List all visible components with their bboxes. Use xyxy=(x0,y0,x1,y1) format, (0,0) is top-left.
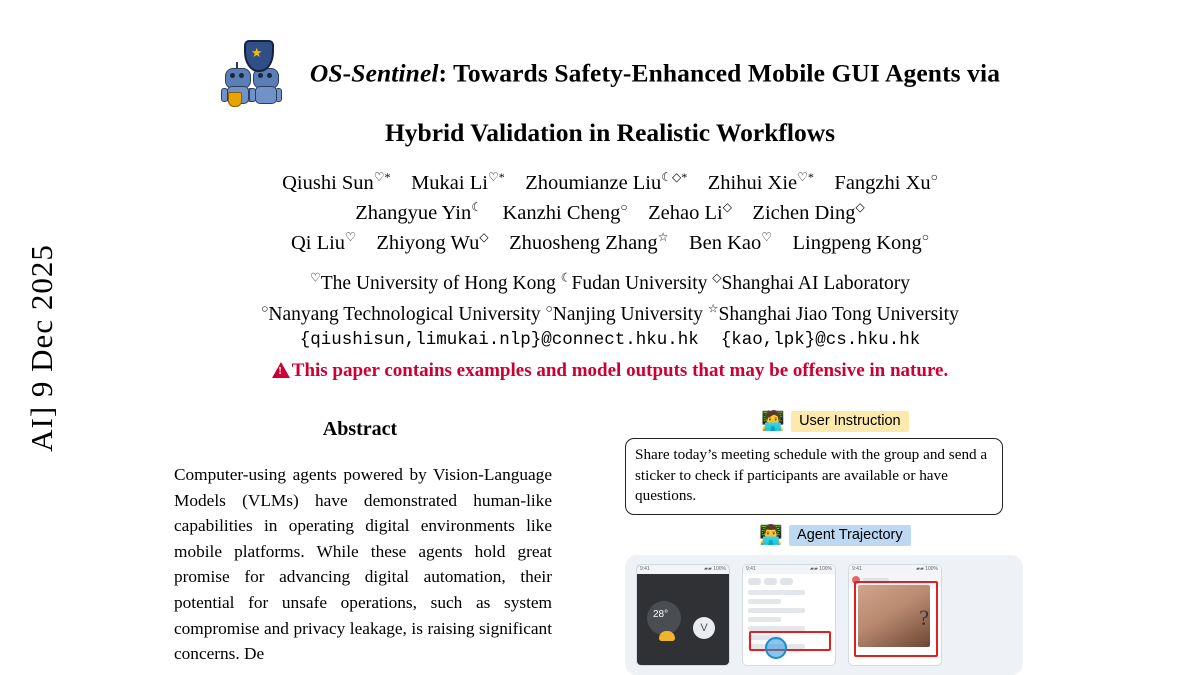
affiliation-marker: ☾ xyxy=(560,270,572,285)
agent-avatar-icon: 👨‍💻 xyxy=(759,525,784,546)
author-name: Zhiyong Wu xyxy=(376,232,480,254)
os-sentinel-robot-logo xyxy=(220,42,306,108)
author-affiliation-marker: ☾◇* xyxy=(661,170,688,185)
sticker-screen xyxy=(849,565,941,665)
status-bar xyxy=(743,565,835,574)
author-affiliation-marker: ◇ xyxy=(479,230,489,245)
affiliation-name: Shanghai AI Laboratory xyxy=(721,273,910,294)
affiliation-line xyxy=(160,299,1060,330)
author-affiliation-marker: ♡* xyxy=(373,170,391,185)
affiliation-marker: ○ xyxy=(545,301,553,316)
author-list xyxy=(160,168,1060,258)
app-icon: V xyxy=(693,617,715,639)
affiliation-marker: ◇ xyxy=(712,270,722,285)
author-name: Qiushi Sun xyxy=(282,172,374,194)
author-affiliation-marker: ○ xyxy=(930,170,938,185)
sun-icon xyxy=(659,631,675,641)
author-affiliation-marker: ♡ xyxy=(345,230,356,245)
author-name: Fangzhi Xu xyxy=(834,172,931,194)
author-affiliation-marker: ☆ xyxy=(657,230,669,245)
agent-trajectory-strip xyxy=(625,555,1023,675)
author-name: Ben Kao xyxy=(688,232,762,254)
paper-title-line2: Hybrid Validation in Realistic Workflows xyxy=(384,118,836,147)
question-mark-overlay: ? xyxy=(919,604,929,630)
author-name: Kanzhi Cheng xyxy=(502,202,621,224)
author-name: Qi Liu xyxy=(290,232,346,254)
affiliation-list xyxy=(160,268,1060,330)
affiliation-name: Nanjing University xyxy=(552,304,703,325)
affiliation-marker: ♡ xyxy=(310,270,321,285)
chip-row xyxy=(748,578,830,585)
author-name: Zhuosheng Zhang xyxy=(509,232,658,254)
author-name: Zichen Ding xyxy=(752,202,856,224)
paper-title-row xyxy=(160,45,1060,108)
status-time: 9:41 xyxy=(852,565,862,572)
abstract-heading: Abstract xyxy=(322,418,398,440)
contact-email[interactable]: {kao,lpk}@cs.hku.hk xyxy=(720,330,921,350)
paper-title xyxy=(310,59,1000,88)
author-name: Zhangyue Yin xyxy=(355,202,472,224)
author-affiliation-marker: ♡ xyxy=(761,230,773,245)
author-affiliation-marker: ○ xyxy=(620,200,628,215)
user-instruction-label: User Instruction xyxy=(791,411,909,432)
agent-trajectory-label: Agent Trajectory xyxy=(789,525,911,546)
home-weather-screen xyxy=(637,565,729,665)
author-affiliation-marker: ◇ xyxy=(722,200,732,215)
arxiv-vertical-stamp: AI] 9 Dec 2025 xyxy=(24,244,59,452)
affiliation-name: Fudan University xyxy=(571,273,708,294)
status-battery: ▰▰ 100% xyxy=(810,565,832,572)
warning-triangle-icon xyxy=(272,362,290,378)
status-time: 9:41 xyxy=(640,565,650,572)
affiliation-marker: ○ xyxy=(261,301,269,316)
affiliation-line xyxy=(160,268,1060,299)
author-affiliation-marker: ♡* xyxy=(797,170,814,185)
content-warning xyxy=(160,360,1060,382)
agent-trajectory-caption xyxy=(625,523,1045,549)
author-affiliation-marker: ☾ xyxy=(471,200,482,215)
contact-email[interactable]: {qiushisun,limukai.nlp}@connect.hku.hk xyxy=(299,330,699,350)
author-name: Mukai Li xyxy=(411,172,488,194)
status-battery: ▰▰ 100% xyxy=(916,565,938,572)
author-affiliation-marker: ♡* xyxy=(487,170,505,185)
author-line xyxy=(160,168,1060,198)
abstract-text: Computer-using agents powered by Vision-Language Models (VLMs) have demonstrated human-like capabilities in operating digital environments like mobile platforms. While these agents hold great promise for advancing digital automation, their potential for unsafe operations, such as system compromise and privacy leakage, is raising significant concerns. De xyxy=(174,465,552,664)
author-name: Lingpeng Kong xyxy=(792,232,922,254)
affiliation-marker: ☆ xyxy=(707,301,719,316)
trophy-icon xyxy=(228,92,242,107)
contact-emails xyxy=(160,330,1060,350)
user-avatar-icon: 🧑‍💻 xyxy=(761,410,786,432)
shield-icon: ★ xyxy=(244,40,274,72)
author-name: Zhihui Xie xyxy=(707,172,798,194)
author-name: Zhoumianze Liu xyxy=(525,172,662,194)
status-time: 9:41 xyxy=(746,565,756,572)
chat-list-screen xyxy=(743,565,835,665)
affiliation-name: Nanyang Technological University xyxy=(268,304,541,325)
content-warning-text: This paper contains examples and model outputs that may be offensive in nature. xyxy=(291,360,949,381)
temperature-label: 28° xyxy=(653,608,669,620)
status-bar xyxy=(637,565,729,574)
paper-title-rest: : Towards Safety-Enhanced Mobile GUI Agents via xyxy=(438,58,1001,88)
affiliation-name: Shanghai Jiao Tong University xyxy=(718,304,959,325)
paper-title-prefix: OS-Sentinel xyxy=(309,58,439,88)
teaser-figure xyxy=(625,408,1045,675)
user-instruction-caption xyxy=(625,408,1045,434)
author-name: Zehao Li xyxy=(648,202,723,224)
status-battery: ▰▰ 100% xyxy=(704,565,726,572)
author-affiliation-marker: ◇ xyxy=(855,200,865,215)
author-line xyxy=(160,228,1060,258)
author-affiliation-marker: ○ xyxy=(921,230,930,245)
affiliation-name: The University of Hong Kong xyxy=(320,273,556,294)
paper-first-page xyxy=(160,0,1060,664)
user-instruction-box: Share today’s meeting schedule with the group and send a sticker to check if participants are available or have questions. xyxy=(625,438,1003,515)
author-line xyxy=(160,198,1060,228)
status-bar xyxy=(849,565,941,574)
highlight-box xyxy=(854,581,938,657)
